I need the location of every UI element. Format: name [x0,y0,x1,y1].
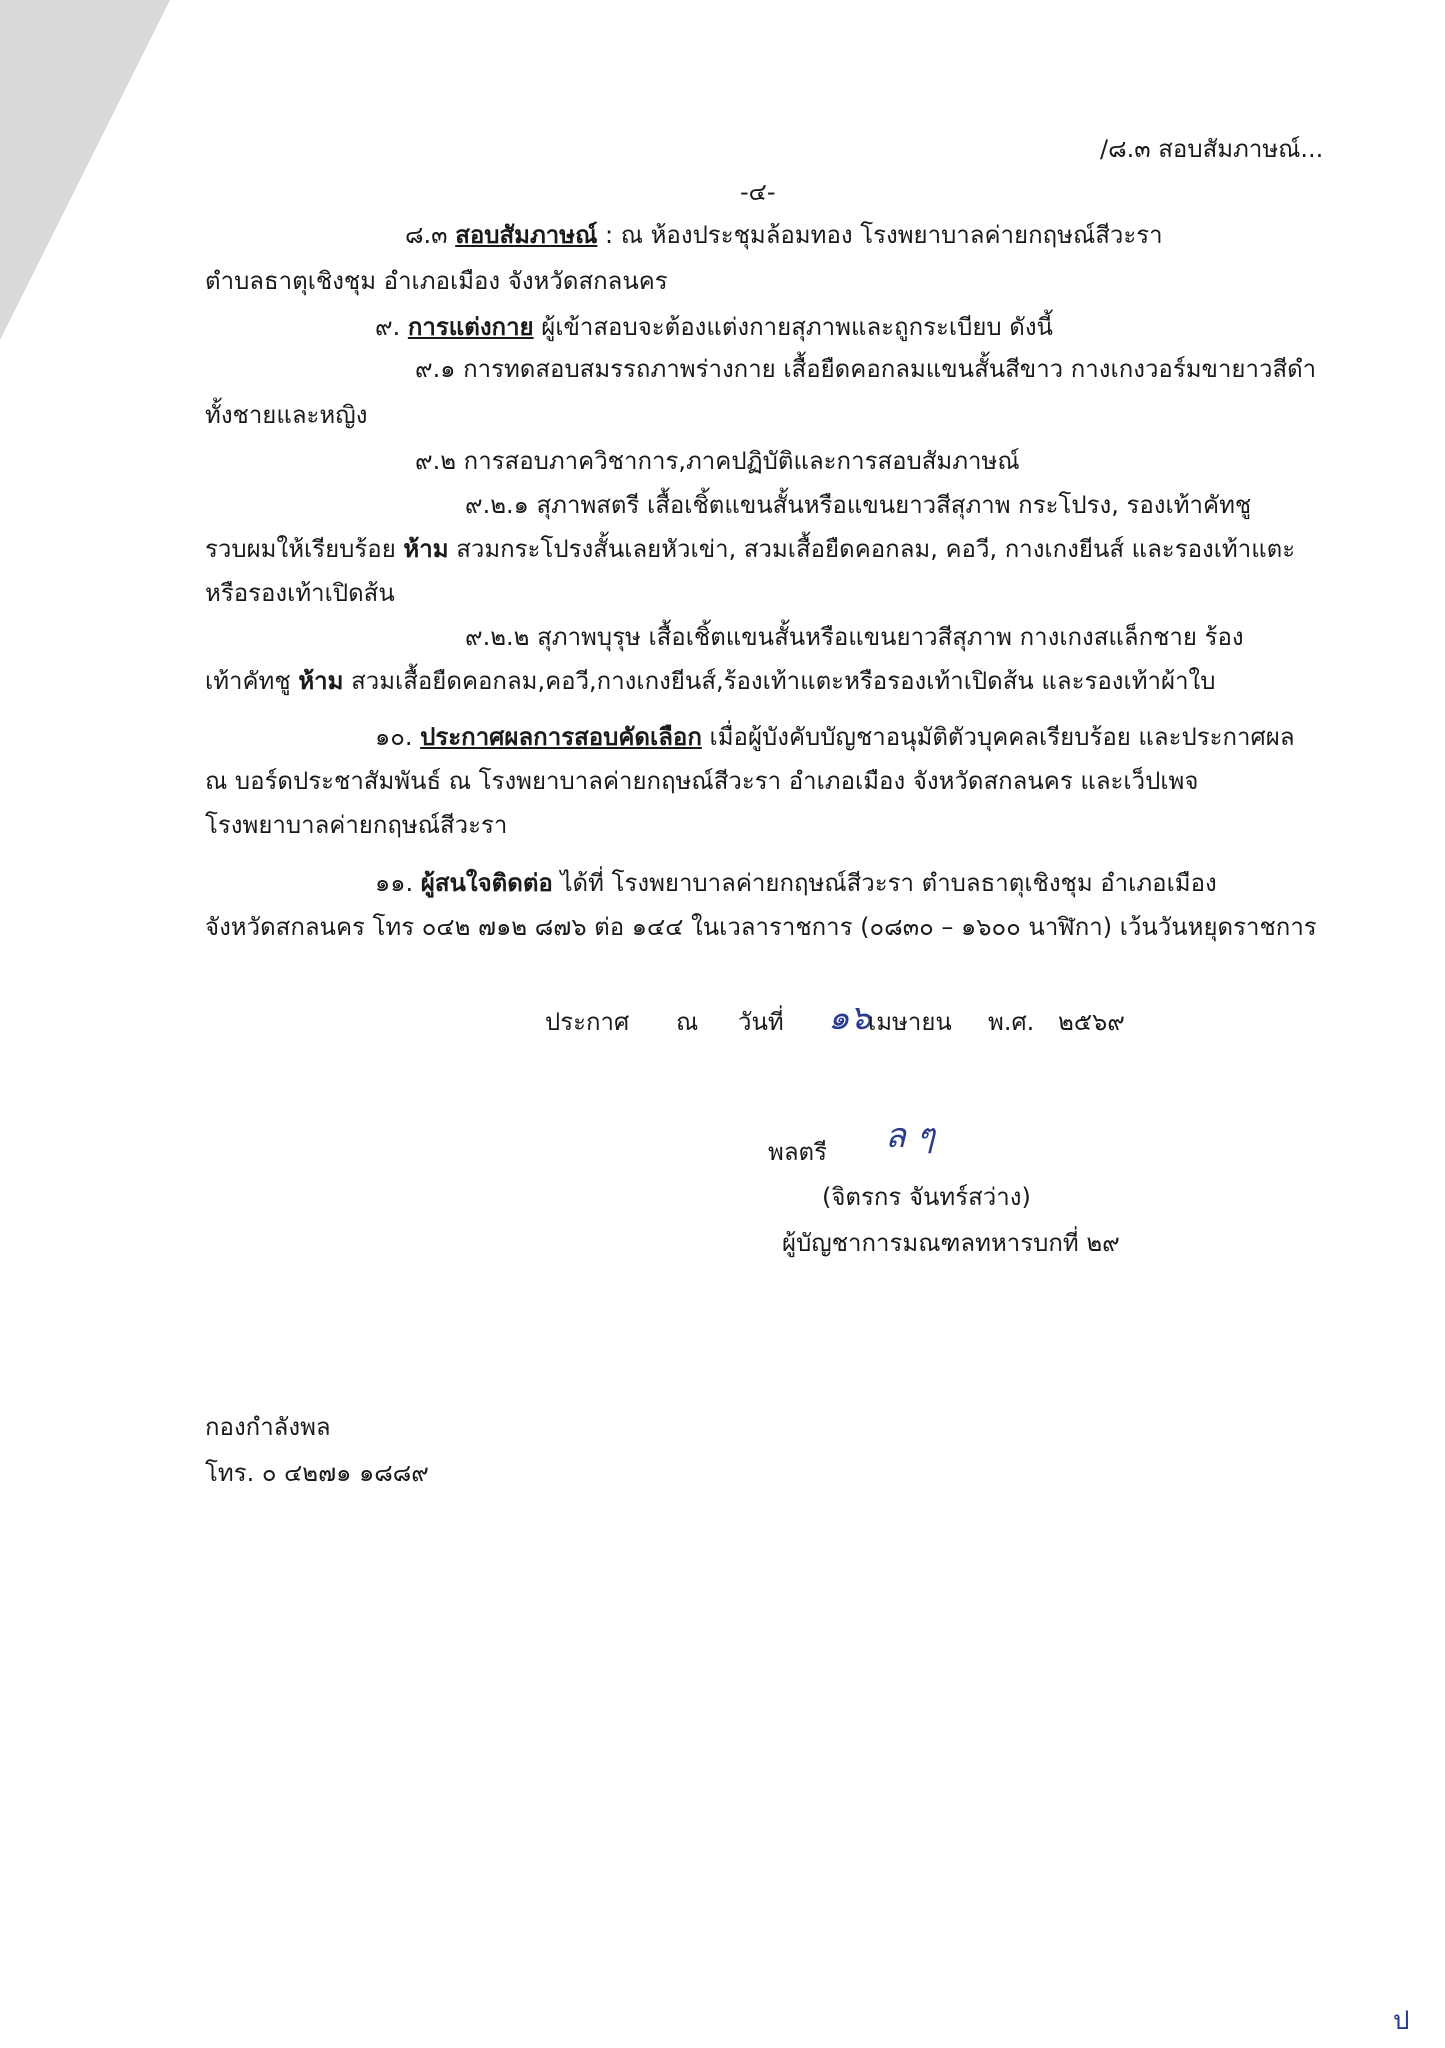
sec9-title: การแต่งกาย [407,313,534,341]
sec91: ๙.๑ การทดสอบสมรรถภาพร่างกาย เสื้อยืดคอกลมแขนสั้นสีขาว กางเกงวอร์มขายาวสีดำ [415,355,1317,383]
sec83-num: ๘.๓ [405,221,448,249]
sec92: ๙.๒ การสอบภาควิชาการ,ภาคปฏิบัติและการสอบสัมภาษณ์ [415,447,1020,475]
announce-day-label: วันที่ [738,1008,784,1036]
sec922-cont1a: เท้าคัทชู [205,667,291,695]
sec10-line [375,720,1295,754]
scan-corner-fold [0,0,170,340]
footer-dept: กองกำลังพล [205,1413,331,1441]
announce-at: ณ [676,1008,699,1036]
continue-reference: /๘.๓ สอบสัมภาษณ์... [1100,135,1324,163]
sec11-text: ได้ที่ โรงพยาบาลค่ายกฤษณ์สีวะรา ตำบลธาตุเชิงชุม อำเภอเมือง [560,869,1217,897]
sec10-text: เมื่อผู้บังคับบัญชาอนุมัติตัวบุคคลเรียบร้อย และประกาศผล [709,723,1295,751]
sec921-cont1c: สวมกระโปรงสั้นเลยหัวเข่า, สวมเสื้อยืดคอกลม, คอวี, กางเกงยีนส์ และรองเท้าแตะ [456,535,1296,563]
signature-position: ผู้บัญชาการมณฑลทหารบกที่ ๒๙ [782,1229,1120,1257]
sec11-num: ๑๑. [375,869,414,897]
signature-rank: พลตรี [768,1138,828,1166]
announce-label: ประกาศ [545,1008,630,1036]
sec83-line [405,218,1163,252]
announce-month: เมษายน [868,1008,952,1036]
footer-tel: โทร. ๐ ๔๒๗๑ ๑๘๘๙ [205,1459,429,1487]
sec11-line [375,866,1217,900]
announce-year: ๒๕๖๙ [1058,1008,1125,1036]
sec922-cont1 [205,664,1216,698]
handwritten-signature: ล ๆ [885,1116,935,1156]
sec10-num: ๑๐. [375,723,413,751]
sec9-text: ผู้เข้าสอบจะต้องแต่งกายสุภาพและถูกระเบียบ ดังนี้ [541,313,1053,341]
announce-era: พ.ศ. [988,1008,1035,1036]
sec11-cont1: จังหวัดสกลนคร โทร ๐๔๒ ๗๑๒ ๘๗๖ ต่อ ๑๔๔ ในเวลาราชการ (๐๘๓๐ – ๑๖๐๐ นาฬิกา) เว้นวันหยุดราชการ [205,913,1317,941]
sec11-title: ผู้สนใจติดต่อ [420,869,553,897]
page-number: -๔- [740,178,776,206]
sec922-cont1c: สวมเสื้อยืดคอกลม,คอวี,กางเกงยีนส์,ร้องเท้าแตะหรือรองเท้าเปิดส้น และรองเท้าผ้าใบ [351,667,1216,695]
sec83-title: สอบสัมภาษณ์ [455,221,598,249]
sec921: ๙.๒.๑ สุภาพสตรี เสื้อเชิ้ตแขนสั้นหรือแขนยาวสีสุภาพ กระโปรง, รองเท้าคัทชู [465,491,1252,519]
sec91-cont: ทั้งชายและหญิง [205,401,368,429]
handwritten-day: ๑๖ [828,998,872,1038]
sec921-cont1a: รวบผมให้เรียบร้อย [205,535,396,563]
sec10-title: ประกาศผลการสอบคัดเลือก [420,723,702,751]
sec922-prohibit: ห้าม [298,667,344,695]
sec83-cont: ตำบลธาตุเชิงชุม อำเภอเมือง จังหวัดสกลนคร [205,267,668,295]
sec9-line [375,310,1053,344]
sec921-cont1 [205,532,1295,566]
sec922: ๙.๒.๒ สุภาพบุรุษ เสื้อเชิ้ตแขนสั้นหรือแขนยาวสีสุภาพ กางเกงสแล็กชาย ร้อง [465,623,1244,651]
sec921-cont2: หรือรองเท้าเปิดส้น [205,579,395,607]
sec10-cont1: ณ บอร์ดประชาสัมพันธ์ ณ โรงพยาบาลค่ายกฤษณ์สีวะรา อำเภอเมือง จังหวัดสกลนคร และเว็ปเพจ [205,767,1199,795]
corner-initial: ป [1393,2006,1410,2036]
sec9-num: ๙. [375,313,401,341]
sec921-prohibit: ห้าม [403,535,449,563]
sec83-text: : ณ ห้องประชุมล้อมทอง โรงพยาบาลค่ายกฤษณ์สีวะรา [605,221,1163,249]
signature-name: (จิตรกร จันทร์สว่าง) [822,1183,1031,1211]
sec10-cont2: โรงพยาบาลค่ายกฤษณ์สีวะรา [205,811,508,839]
